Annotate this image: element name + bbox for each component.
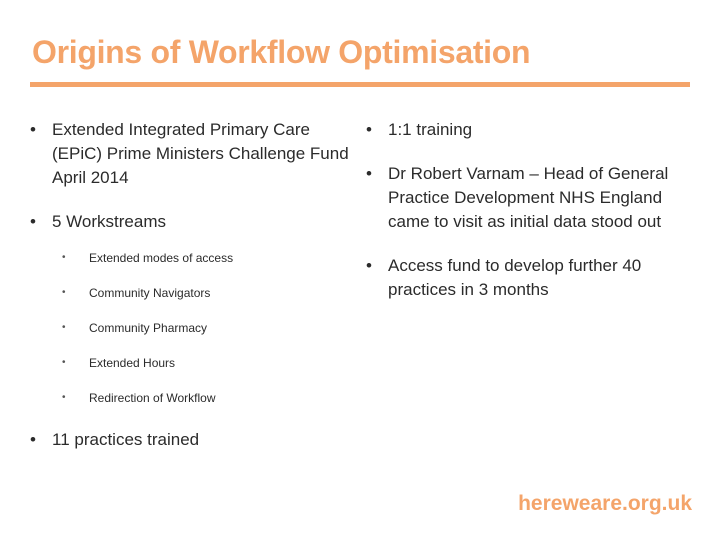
workstream-text: Community Pharmacy	[89, 321, 208, 335]
sub-bullet-dot-icon: •	[62, 287, 66, 298]
bullet-text: 5 Workstreams	[52, 212, 166, 231]
bullet-text: 11 practices trained	[52, 430, 200, 449]
slide-title: Origins of Workflow Optimisation	[32, 34, 531, 70]
title-underline	[30, 82, 690, 87]
bullet-text: Access fund to develop further 40 practices in 3 months	[388, 256, 642, 299]
bullet-text: 1:1 training	[388, 120, 473, 139]
bullet-item	[30, 210, 350, 234]
left-column	[30, 118, 350, 472]
workstream-item	[30, 355, 350, 371]
bullet-dot-icon: •	[30, 120, 36, 139]
footer-url: hereweare.org.uk	[518, 492, 692, 515]
workstream-item	[30, 390, 350, 406]
workstream-item	[30, 250, 350, 266]
sub-bullet-dot-icon: •	[62, 322, 66, 333]
sub-bullet-dot-icon: •	[62, 252, 66, 263]
sub-bullet-dot-icon: •	[62, 392, 66, 403]
bullet-item	[366, 118, 696, 142]
bullet-item	[366, 162, 696, 234]
bullet-text: Extended Integrated Primary Care (EPiC) Prime Ministers Challenge Fund April 2014	[52, 120, 349, 187]
bullet-text: Dr Robert Varnam – Head of General Practice Development NHS England came to visit as initial data stood out	[388, 164, 669, 231]
workstream-item	[30, 320, 350, 336]
workstream-text: Redirection of Workflow	[89, 391, 216, 405]
workstream-item	[30, 285, 350, 301]
right-column	[366, 118, 696, 322]
bullet-dot-icon: •	[366, 164, 372, 183]
bullet-item	[366, 254, 696, 302]
workstream-text: Extended modes of access	[89, 251, 234, 265]
workstream-text: Extended Hours	[89, 356, 176, 370]
bullet-item	[30, 118, 350, 190]
sub-bullet-dot-icon: •	[62, 357, 66, 368]
bullet-dot-icon: •	[30, 212, 36, 231]
bullet-dot-icon: •	[30, 430, 36, 449]
bullet-dot-icon: •	[366, 256, 372, 275]
workstream-list	[30, 250, 350, 406]
bullet-dot-icon: •	[366, 120, 372, 139]
workstream-text: Community Navigators	[89, 286, 211, 300]
bullet-item	[30, 428, 350, 452]
